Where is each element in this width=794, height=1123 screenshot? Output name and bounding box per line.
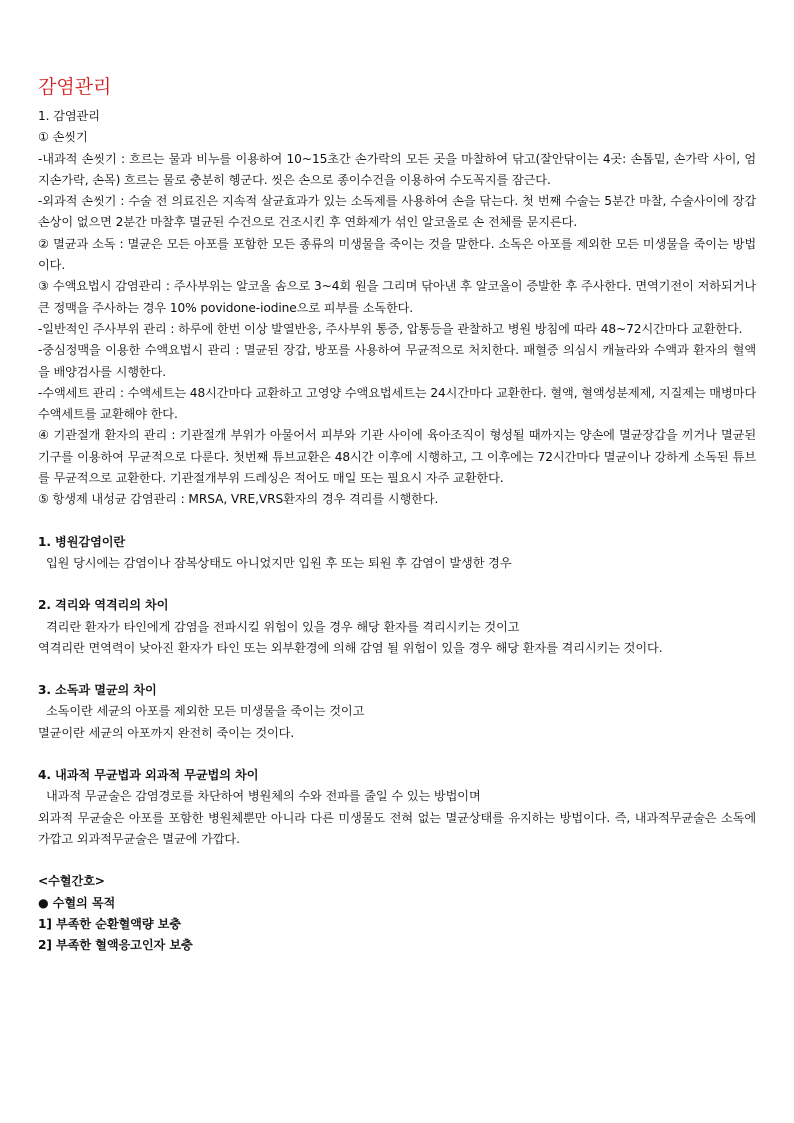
section-heading: 1. 감염관리 xyxy=(38,109,100,123)
transfusion-item: 2] 부족한 혈액응고인자 보충 xyxy=(38,938,193,953)
tracheostomy-paragraph: ④ 기관절개 환자의 관리 : 기관절개 부위가 아물어서 피부와 기관 사이에 육아조직이 형성될 때까지는 양손에 멸균장갑을 끼거나 멸균된 기구를 이용하여 무균적으로 다룬다. 첫번째 튜브교환은 48시간 이후에 시행하고, 그 이후에는 72시간마다 멸균이나 강하게 소독된 튜브를 무균적으로 교환한다. 기관절개부위 드레싱은 적어도 매일 또는 필요시 자주 교환한다. xyxy=(38,428,756,486)
transfusion-item: 1] 부족한 순환혈액량 보충 xyxy=(38,916,182,931)
q2-line: 역격리란 면역력이 낮아진 환자가 타인 또는 외부환경에 의해 감염 될 위험이 있을 경우 해당 환자를 격리시키는 것이다. xyxy=(38,640,663,655)
q4-heading: 4. 내과적 무균법과 외과적 무균법의 차이 xyxy=(38,768,259,783)
page-title: 감염관리 xyxy=(38,76,112,98)
q4-line: 외과적 무균술은 아포를 포함한 병원체뿐만 아니라 다른 미생물도 전혀 없는 멸균상태를 유지하는 방법이다. 즉, 내과적무균술은 소독에 가깝고 외과적무균술은 멸균에 가깝다. xyxy=(38,810,756,846)
q2-heading: 2. 격리와 역격리의 차이 xyxy=(38,598,169,613)
document-page xyxy=(38,74,756,956)
q2-line: 격리란 환자가 타인에게 감염을 전파시킬 위험이 있을 경우 해당 환자를 격리시키는 것이고 xyxy=(46,619,520,634)
q3-line: 소독이란 세균의 아포를 제외한 모든 미생물을 죽이는 것이고 xyxy=(46,704,365,719)
iv-therapy-paragraph: ③ 수액요법시 감염관리 : 주사부위는 알코올 솜으로 3~4회 원을 그리며 닦아낸 후 알코올이 증발한 후 주사한다. 면역기전이 저하되거나 큰 정맥을 주사하는 경우 10% povidone-iodine으로 피부를 소독한다. xyxy=(38,279,756,315)
transfusion-purpose: ● 수혈의 목적 xyxy=(38,895,116,910)
sterilization-paragraph: ② 멸균과 소독 : 멸균은 모든 아포를 포함한 모든 종류의 미생물을 죽이는 것을 말한다. 소독은 아포를 제외한 모든 미생물을 죽이는 방법이다. xyxy=(38,236,756,273)
transfusion-heading: <수혈간호> xyxy=(38,874,105,889)
hand-washing-heading: ① 손씻기 xyxy=(38,130,88,145)
q1-line: 입원 당시에는 감염이나 잠복상태도 아니었지만 입원 후 또는 퇴원 후 감염이 발생한 경우 xyxy=(46,555,512,570)
surgical-hand-washing: -외과적 손씻기 : 수술 전 의료진은 지속적 살균효과가 있는 소독제를 사용하여 손을 닦는다. 첫 번째 수술는 5분간 마찰, 수술사이에 장갑손상이 없으면 2분간 마찰후 멸균된 수건으로 건조시킨 후 연화제가 섞인 알코올로 손 전체를 문지른다. xyxy=(38,194,756,230)
internal-hand-washing: -내과적 손씻기 : 흐르는 물과 비누를 이용하여 10~15초간 손가락의 모든 곳을 마찰하여 닦고(잘안닦이는 4곳: 손톱밑, 손가락 사이, 엄지손가락, 손목) 흐르는 물로 충분히 헹군다. 씻은 손으로 종이수건을 이용하여 수도꼭지를 잠근다. xyxy=(38,151,756,187)
q1-heading: 1. 병원감염이란 xyxy=(38,534,126,549)
q3-heading: 3. 소독과 멸균의 차이 xyxy=(38,683,157,698)
iv-central-care: -중심정맥을 이용한 수액요법시 관리 : 멸균된 장갑, 방포를 사용하여 무균적으로 처치한다. 패혈증 의심시 캐뉼라와 수액과 환자의 혈액을 배양검사를 시행한다. xyxy=(38,343,756,379)
antibiotic-paragraph: ⑤ 항생제 내성균 감염관리 : MRSA, VRE,VRS환자의 경우 격리를 시행한다. xyxy=(38,492,439,507)
iv-general-care: -일반적인 주사부위 관리 : 하루에 한번 이상 발열반응, 주사부위 통증, 압통등을 관찰하고 병원 방침에 따라 48~72시간마다 교환한다. xyxy=(38,321,743,336)
iv-set-care: -수액세트 관리 : 수액세트는 48시간마다 교환하고 고영양 수액요법세트는 24시간마다 교환한다. 혈액, 혈액성분제제, 지질제는 매병마다 수액세트를 교환해야 한다. xyxy=(38,385,756,422)
q3-line: 멸균이란 세균의 아포까지 완전히 죽이는 것이다. xyxy=(38,725,295,740)
q4-line: 내과적 무균술은 감염경로를 차단하여 병원체의 수와 전파를 줄일 수 있는 방법이며 xyxy=(46,789,481,804)
